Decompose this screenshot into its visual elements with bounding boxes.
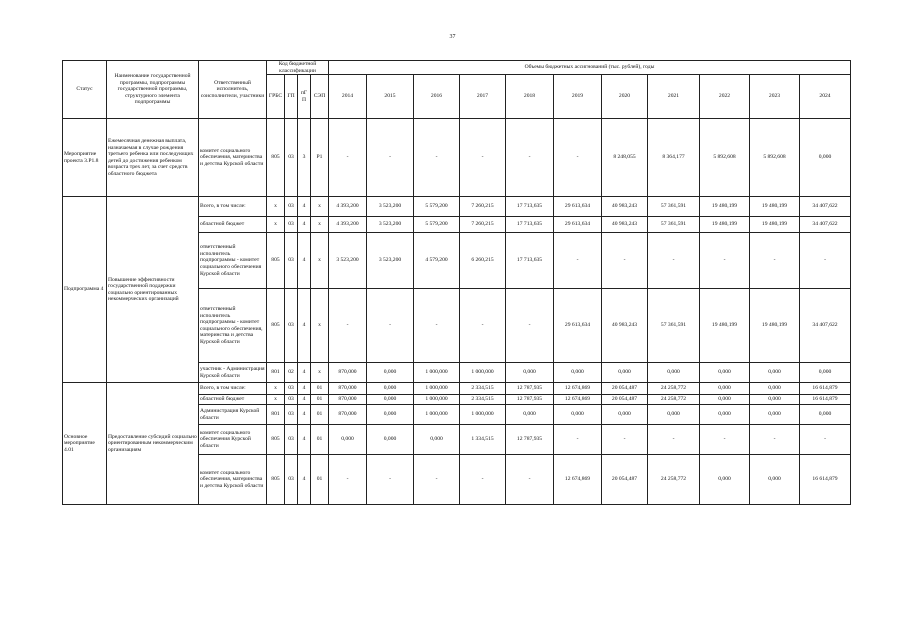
row-value-cell: 12 674,869 (554, 455, 602, 505)
row-value-cell: 0,000 (750, 405, 800, 425)
row-code-cell: 4 (298, 425, 311, 455)
row-participant: участник - Администрация Курской области (199, 363, 267, 383)
row-code-cell: 4 (298, 289, 311, 363)
row-value-cell: 0,000 (602, 363, 648, 383)
row-value-cell: 2 334,515 (460, 395, 506, 405)
row-value-cell: - (554, 425, 602, 455)
row-value-cell: - (800, 233, 851, 289)
header-volumes: Объемы бюджетных ассигнований (тыс. рублей), годы (329, 61, 851, 75)
header-year-2019: 2019 (554, 75, 602, 119)
row-value-cell: 0,000 (554, 363, 602, 383)
row-value-cell: 0,000 (367, 383, 414, 395)
row-value-cell: 12 787,935 (506, 383, 554, 395)
row-value-cell: - (506, 119, 554, 197)
row-value-cell: 0,000 (750, 363, 800, 383)
row-value-cell: 19 480,199 (700, 217, 750, 233)
row-value-cell: 0,000 (700, 455, 750, 505)
header-responsible: Ответственный исполнитель, соисполнители, участники (199, 61, 267, 119)
row-value-cell: 19 480,199 (750, 197, 800, 217)
row-value-cell: 0,000 (367, 425, 414, 455)
row-participant: Всего, в том числе: (199, 383, 267, 395)
row-participant: ответственный исполнитель подпрограммы - комитет социального обеспечения, материнства и детства Курской области (199, 289, 267, 363)
row-status: Основное мероприятие 4.01 (63, 383, 107, 505)
row-value-cell: 3 523,200 (367, 217, 414, 233)
row-value-cell: - (460, 119, 506, 197)
row-code-cell: x (311, 363, 329, 383)
row-value-cell: - (750, 425, 800, 455)
row-value-cell: - (414, 119, 460, 197)
row-value-cell: - (602, 233, 648, 289)
row-code-cell: 01 (311, 455, 329, 505)
row-value-cell: 20 054,487 (602, 395, 648, 405)
header-code-0: ГРБС (267, 75, 285, 119)
row-value-cell: 0,000 (367, 395, 414, 405)
row-value-cell: 19 480,199 (700, 197, 750, 217)
row-value-cell: - (329, 119, 367, 197)
page-number: 37 (449, 34, 456, 40)
row-code-cell: x (311, 197, 329, 217)
row-code-cell: 801 (267, 363, 285, 383)
row-value-cell: 4 579,200 (414, 233, 460, 289)
row-status: Подпрограмма 4 (63, 197, 107, 383)
row-value-cell: 0,000 (750, 383, 800, 395)
row-value-cell: 1 000,000 (414, 395, 460, 405)
row-participant: Администрация Курской области (199, 405, 267, 425)
row-code-cell: 01 (311, 383, 329, 395)
row-value-cell: 24 258,772 (648, 455, 700, 505)
row-value-cell: 870,000 (329, 405, 367, 425)
row-value-cell: 1 000,000 (414, 363, 460, 383)
row-code-cell: 801 (267, 405, 285, 425)
row-code-cell: x (267, 395, 285, 405)
row-value-cell: 1 000,000 (460, 363, 506, 383)
row-value-cell: 0,000 (800, 119, 851, 197)
row-value-cell: - (329, 289, 367, 363)
row-code-cell: 01 (311, 405, 329, 425)
table-row (63, 119, 851, 197)
row-participant: комитет социального обеспечения, материнства и детства Курской области (199, 119, 267, 197)
row-value-cell: 0,000 (648, 363, 700, 383)
budget-table (62, 60, 851, 505)
row-value-cell: - (648, 425, 700, 455)
row-value-cell: 1 334,515 (460, 425, 506, 455)
row-value-cell: 20 054,487 (602, 455, 648, 505)
row-code-cell: 01 (311, 395, 329, 405)
row-code-cell: 4 (298, 363, 311, 383)
row-value-cell: 8 248,055 (602, 119, 648, 197)
row-value-cell: 1 000,000 (414, 383, 460, 395)
row-code-cell: 4 (298, 455, 311, 505)
row-code-cell: 4 (298, 217, 311, 233)
row-code-cell: 4 (298, 383, 311, 395)
header-year-2022: 2022 (700, 75, 750, 119)
row-value-cell: 1 000,000 (460, 405, 506, 425)
row-code-cell: Р1 (311, 119, 329, 197)
row-value-cell: - (800, 425, 851, 455)
row-value-cell: 29 613,634 (554, 197, 602, 217)
row-value-cell: 19 480,199 (750, 217, 800, 233)
row-value-cell: - (414, 455, 460, 505)
row-value-cell: 0,000 (329, 425, 367, 455)
row-value-cell: 0,000 (648, 405, 700, 425)
row-value-cell: 12 787,935 (506, 395, 554, 405)
header-year-2016: 2016 (414, 75, 460, 119)
row-value-cell: 7 260,215 (460, 217, 506, 233)
row-code-cell: 03 (285, 119, 298, 197)
row-code-cell: x (267, 217, 285, 233)
row-participant: областной бюджет (199, 395, 267, 405)
header-year-2024: 2024 (800, 75, 851, 119)
header-year-2014: 2014 (329, 75, 367, 119)
row-value-cell: 3 523,200 (367, 233, 414, 289)
row-status: Мероприятие проекта 3.Р1.8 (63, 119, 107, 197)
row-code-cell: 03 (285, 233, 298, 289)
row-value-cell: - (602, 425, 648, 455)
row-value-cell: 12 674,869 (554, 383, 602, 395)
header-code-1: ГП (285, 75, 298, 119)
row-name: Ежемесячная денежная выплата, назначаемая в случае рождения третьего ребенка или последующих детей до достижения ребенком возраста трех лет, за счет средств областного бюджета (107, 119, 199, 197)
row-value-cell: 34 407,622 (800, 217, 851, 233)
row-value-cell: 16 614,879 (800, 383, 851, 395)
row-value-cell: - (750, 233, 800, 289)
row-value-cell: 29 613,634 (554, 217, 602, 233)
row-code-cell: 03 (285, 383, 298, 395)
row-value-cell: 5 892,608 (750, 119, 800, 197)
row-value-cell: - (554, 233, 602, 289)
row-name: Повышение эффективности государственной поддержки социально ориентированных некоммерческих организаций (107, 197, 199, 383)
row-value-cell: 40 983,243 (602, 289, 648, 363)
row-value-cell: 24 258,772 (648, 383, 700, 395)
row-value-cell: 40 983,243 (602, 217, 648, 233)
header-code-2: пГП (298, 75, 311, 119)
row-value-cell: 34 407,622 (800, 289, 851, 363)
row-value-cell: 0,000 (414, 425, 460, 455)
row-value-cell: 24 258,772 (648, 395, 700, 405)
row-value-cell: 5 579,200 (414, 217, 460, 233)
table-row (63, 383, 851, 395)
header-code-3: СЭП (311, 75, 329, 119)
row-value-cell: 0,000 (800, 363, 851, 383)
row-code-cell: 4 (298, 197, 311, 217)
row-value-cell: - (506, 289, 554, 363)
row-value-cell: 20 054,487 (602, 383, 648, 395)
header-year-2020: 2020 (602, 75, 648, 119)
row-code-cell: 03 (285, 395, 298, 405)
row-value-cell: 12 787,935 (506, 425, 554, 455)
row-value-cell: 870,000 (329, 363, 367, 383)
row-value-cell: - (700, 425, 750, 455)
row-value-cell: - (460, 289, 506, 363)
row-value-cell: - (554, 119, 602, 197)
row-code-cell: 02 (285, 363, 298, 383)
row-value-cell: 0,000 (367, 405, 414, 425)
row-value-cell: 16 614,879 (800, 455, 851, 505)
header-name: Наименование государственной программы, подпрограммы государственной программы, структурного элемента подпрограммы (107, 61, 199, 119)
row-value-cell: 0,000 (700, 395, 750, 405)
row-value-cell: 17 713,635 (506, 197, 554, 217)
row-value-cell: 0,000 (506, 363, 554, 383)
row-value-cell: 8 364,177 (648, 119, 700, 197)
row-value-cell: - (367, 455, 414, 505)
row-value-cell: 40 983,243 (602, 197, 648, 217)
row-value-cell: 6 260,215 (460, 233, 506, 289)
row-value-cell: 57 361,591 (648, 289, 700, 363)
row-code-cell: 805 (267, 289, 285, 363)
row-value-cell: 0,000 (367, 363, 414, 383)
row-code-cell: 03 (285, 405, 298, 425)
row-value-cell: 870,000 (329, 395, 367, 405)
row-value-cell: - (329, 455, 367, 505)
row-participant: Всего, в том числе: (199, 197, 267, 217)
row-value-cell: 0,000 (750, 395, 800, 405)
row-code-cell: 805 (267, 233, 285, 289)
header-year-2017: 2017 (460, 75, 506, 119)
row-participant: ответственный исполнитель подпрограммы - комитет социального обеспечения Курской области (199, 233, 267, 289)
row-value-cell: 1 000,000 (414, 405, 460, 425)
row-value-cell: - (367, 289, 414, 363)
row-value-cell: 870,000 (329, 383, 367, 395)
row-value-cell: 19 480,199 (750, 289, 800, 363)
row-code-cell: 03 (285, 455, 298, 505)
table-row (63, 197, 851, 217)
row-value-cell: 29 613,634 (554, 289, 602, 363)
row-code-cell: 3 (298, 119, 311, 197)
row-value-cell: 5 892,608 (700, 119, 750, 197)
row-code-cell: 4 (298, 405, 311, 425)
row-code-cell: 03 (285, 289, 298, 363)
row-value-cell: 0,000 (700, 383, 750, 395)
header-year-2015: 2015 (367, 75, 414, 119)
row-code-cell: 03 (285, 217, 298, 233)
row-value-cell: 3 523,200 (329, 233, 367, 289)
row-value-cell: 0,000 (506, 405, 554, 425)
header-budget-code: Код бюджетной классификации (267, 61, 329, 75)
row-value-cell: 0,000 (602, 405, 648, 425)
row-code-cell: 03 (285, 425, 298, 455)
row-code-cell: 805 (267, 425, 285, 455)
row-value-cell: - (506, 455, 554, 505)
header-status: Статус (63, 61, 107, 119)
row-code-cell: 01 (311, 425, 329, 455)
row-code-cell: x (267, 383, 285, 395)
row-value-cell: 2 334,515 (460, 383, 506, 395)
row-value-cell: 12 674,869 (554, 395, 602, 405)
row-value-cell: 0,000 (700, 405, 750, 425)
header-year-2021: 2021 (648, 75, 700, 119)
row-participant: комитет социального обеспечения, материнства и детства Курской области (199, 455, 267, 505)
row-participant: комитет социального обеспечения Курской области (199, 425, 267, 455)
row-value-cell: - (700, 233, 750, 289)
row-value-cell: 7 260,215 (460, 197, 506, 217)
row-value-cell: 57 361,591 (648, 197, 700, 217)
row-value-cell: 0,000 (700, 363, 750, 383)
row-value-cell: 57 361,591 (648, 217, 700, 233)
row-name: Предоставление субсидий социально ориентированным некоммерческим организациям (107, 383, 199, 505)
row-code-cell: 4 (298, 233, 311, 289)
row-value-cell: 19 480,199 (700, 289, 750, 363)
row-value-cell: 3 523,200 (367, 197, 414, 217)
row-value-cell: 16 614,879 (800, 395, 851, 405)
row-code-cell: 805 (267, 455, 285, 505)
row-value-cell: 0,000 (554, 405, 602, 425)
row-code-cell: x (311, 233, 329, 289)
row-value-cell: - (648, 233, 700, 289)
row-value-cell: 0,000 (750, 455, 800, 505)
row-code-cell: x (311, 289, 329, 363)
row-participant: областной бюджет (199, 217, 267, 233)
row-value-cell: 17 713,635 (506, 233, 554, 289)
row-code-cell: x (311, 217, 329, 233)
row-value-cell: 17 713,635 (506, 217, 554, 233)
row-code-cell: 03 (285, 197, 298, 217)
header-year-2018: 2018 (506, 75, 554, 119)
header-year-2023: 2023 (750, 75, 800, 119)
row-value-cell: - (460, 455, 506, 505)
row-value-cell: 4 393,200 (329, 217, 367, 233)
row-value-cell: 34 407,622 (800, 197, 851, 217)
row-value-cell: 0,000 (800, 405, 851, 425)
row-value-cell: - (414, 289, 460, 363)
row-code-cell: 805 (267, 119, 285, 197)
row-code-cell: 4 (298, 395, 311, 405)
row-value-cell: 5 579,200 (414, 197, 460, 217)
row-code-cell: x (267, 197, 285, 217)
row-value-cell: 4 393,200 (329, 197, 367, 217)
row-value-cell: - (367, 119, 414, 197)
